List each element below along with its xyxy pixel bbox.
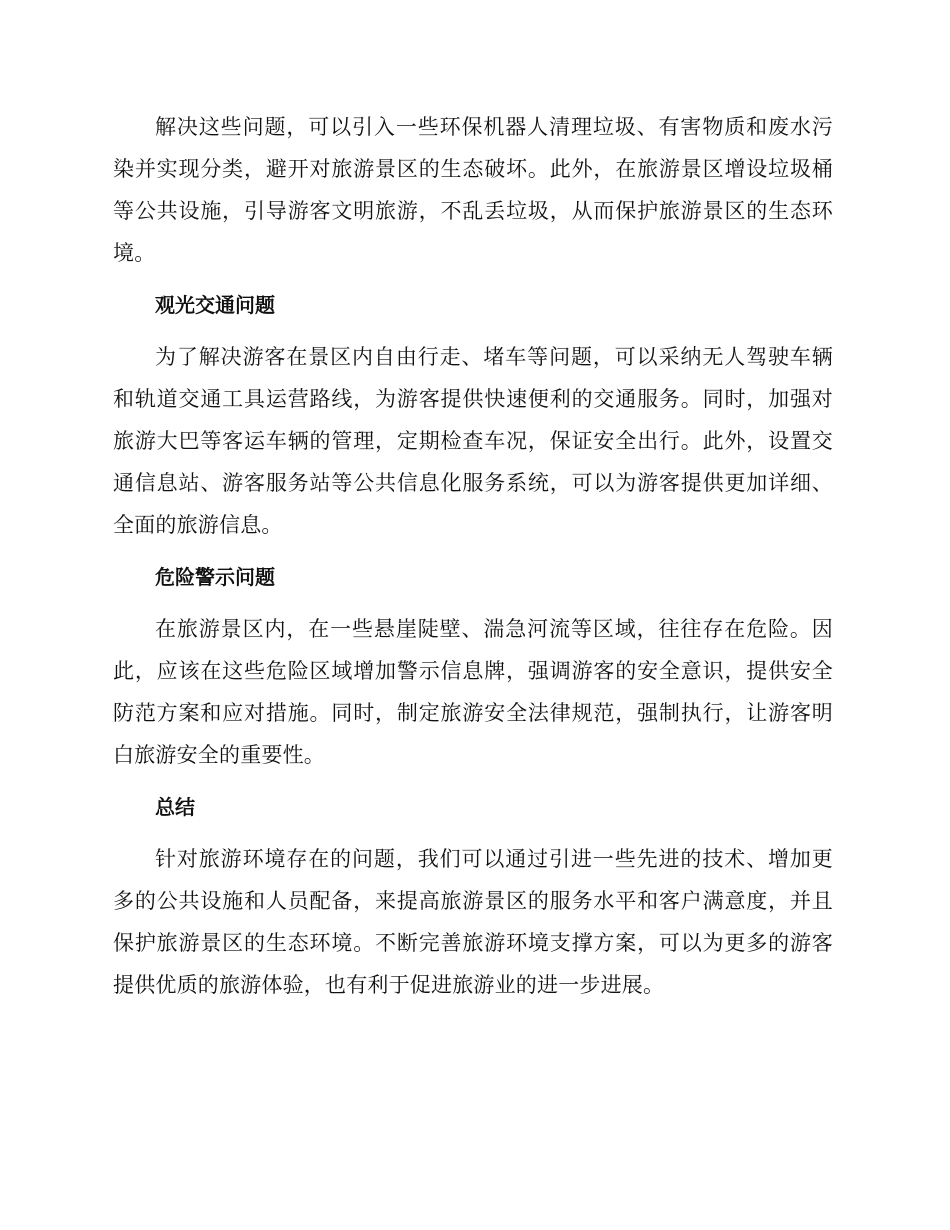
section-heading-summary: 总结 [155,795,195,819]
section-heading-danger: 危险警示问题 [155,565,275,589]
section-heading-traffic: 观光交通问题 [155,293,275,317]
section-paragraph-traffic: 为了解决游客在景区内自由行走、堵车等问题，可以采纳无人驾驶车辆和轨道交通工具运营路线，为游客提供快速便利的交通服务。同时，加强对旅游大巴等客运车辆的管理，定期检查车况，保证安全出行。此外，设置交通信息站、游客服务站等公共信息化服务系统，可以为游客提供更加详细、全面的旅游信息。 [113,345,833,537]
intro-paragraph: 解决这些问题，可以引入一些环保机器人清理垃圾、有害物质和废水污染并实现分类，避开对旅游景区的生态破坏。此外，在旅游景区增设垃圾桶等公共设施，引导游客文明旅游，不乱丢垃圾，从而保护旅游景区的生态环境。 [113,115,833,265]
section-paragraph-summary: 针对旅游环境存在的问题，我们可以通过引进一些先进的技术、增加更多的公共设施和人员配备，来提高旅游景区的服务水平和客户满意度，并且保护旅游景区的生态环境。不断完善旅游环境支撑方案，可以为更多的游客提供优质的旅游体验，也有利于促进旅游业的进一步进展。 [113,847,833,997]
section-paragraph-danger: 在旅游景区内，在一些悬崖陡壁、湍急河流等区域，往往存在危险。因此，应该在这些危险区域增加警示信息牌，强调游客的安全意识，提供安全防范方案和应对措施。同时，制定旅游安全法律规范，强制执行，让游客明白旅游安全的重要性。 [113,617,833,767]
document-body [113,106,833,1006]
